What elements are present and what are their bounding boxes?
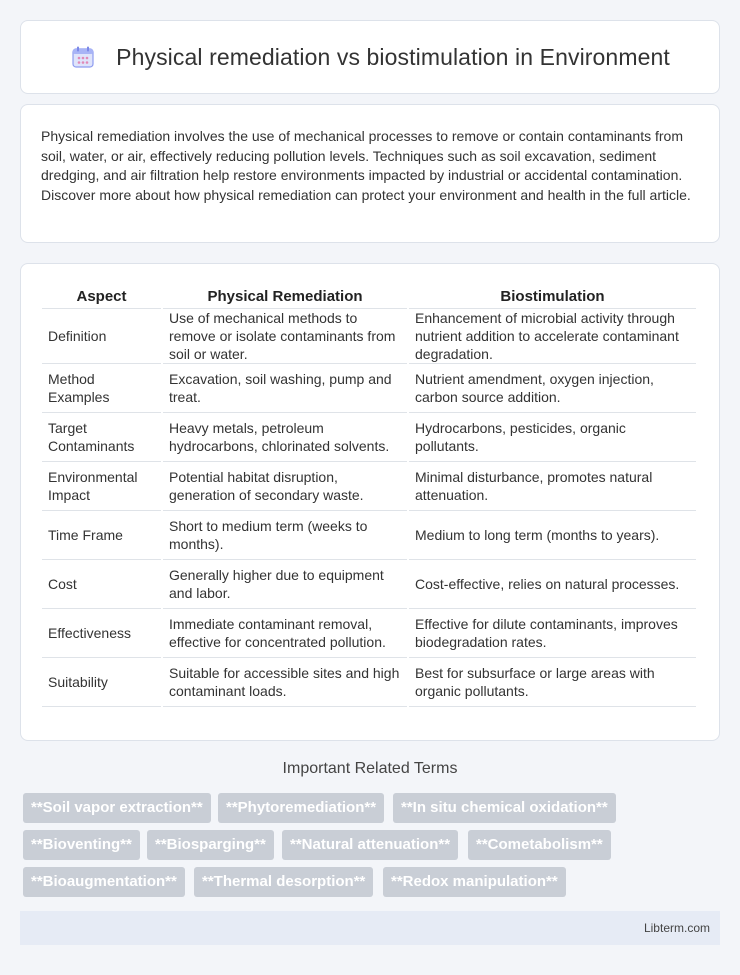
cell-biostimulation: Enhancement of microbial activity through nutrient addition to accelerate contaminant degradation. — [409, 309, 696, 364]
table-row — [42, 609, 696, 658]
header-physical-remediation: Physical Remediation — [163, 284, 407, 309]
footer — [20, 911, 720, 945]
tag-phytoremediation[interactable]: **Phytoremediation** — [218, 793, 384, 823]
tag-cometabolism[interactable]: **Cometabolism** — [468, 830, 611, 860]
intro-card — [20, 104, 720, 243]
table-row — [42, 413, 696, 462]
table-row — [42, 309, 696, 364]
comparison-table — [40, 284, 698, 707]
calendar-icon — [70, 44, 96, 70]
cell-biostimulation: Minimal disturbance, promotes natural attenuation. — [409, 462, 696, 511]
cell-aspect: Method Examples — [42, 364, 161, 413]
cell-physical-remediation: Short to medium term (weeks to months). — [163, 511, 407, 560]
related-terms-title: Important Related Terms — [282, 760, 458, 777]
cell-physical-remediation: Generally higher due to equipment and labor. — [163, 560, 407, 609]
cell-biostimulation: Best for subsurface or large areas with organic pollutants. — [409, 658, 696, 707]
header-aspect: Aspect — [42, 284, 161, 309]
cell-aspect: Suitability — [42, 658, 161, 707]
cell-aspect: Environmental Impact — [42, 462, 161, 511]
intro-paragraph: Physical remediation involves the use of mechanical processes to remove or contain contaminants from soil, water, or air, effectively reducing pollution levels. Techniques such as soil excavation, sediment dredging, and air filtration help restore environments impacted by industrial or accidental contamination. Discover more about how physical remediation can protect your environment and health in the full article. — [41, 128, 691, 203]
cell-biostimulation: Hydrocarbons, pesticides, organic pollutants. — [409, 413, 696, 462]
tag-redox-manipulation[interactable]: **Redox manipulation** — [383, 867, 566, 897]
footer-site-link[interactable]: Libterm.com — [643, 921, 710, 935]
table-row — [42, 560, 696, 609]
cell-aspect: Definition — [42, 309, 161, 364]
tag-thermal-desorption[interactable]: **Thermal desorption** — [194, 867, 373, 897]
cell-aspect: Effectiveness — [42, 609, 161, 658]
tag-natural-attenuation[interactable]: **Natural attenuation** — [282, 830, 458, 860]
cell-biostimulation: Nutrient amendment, oxygen injection, carbon source addition. — [409, 364, 696, 413]
cell-physical-remediation: Potential habitat disruption, generation of secondary waste. — [163, 462, 407, 511]
comparison-card — [20, 263, 720, 741]
cell-aspect: Cost — [42, 560, 161, 609]
page-title: Physical remediation vs biostimulation in Environment — [116, 43, 670, 70]
table-header-row — [42, 284, 696, 309]
tag-soil-vapor-extraction[interactable]: **Soil vapor extraction** — [23, 793, 211, 823]
table-row — [42, 462, 696, 511]
cell-physical-remediation: Immediate contaminant removal, effective for concentrated pollution. — [163, 609, 407, 658]
cell-physical-remediation: Excavation, soil washing, pump and treat. — [163, 364, 407, 413]
table-row — [42, 511, 696, 560]
header-biostimulation: Biostimulation — [409, 284, 696, 309]
cell-biostimulation: Cost-effective, relies on natural processes. — [409, 560, 696, 609]
tag-bioaugmentation[interactable]: **Bioaugmentation** — [23, 867, 185, 897]
tag-in-situ-chemical-oxidation[interactable]: **In situ chemical oxidation** — [393, 793, 616, 823]
cell-aspect: Time Frame — [42, 511, 161, 560]
tag-bioventing[interactable]: **Bioventing** — [23, 830, 140, 860]
table-row — [42, 658, 696, 707]
cell-physical-remediation: Suitable for accessible sites and high contaminant loads. — [163, 658, 407, 707]
cell-biostimulation: Medium to long term (months to years). — [409, 511, 696, 560]
cell-aspect: Target Contaminants — [42, 413, 161, 462]
table-row — [42, 364, 696, 413]
tag-biosparging[interactable]: **Biosparging** — [147, 830, 274, 860]
cell-biostimulation: Effective for dilute contaminants, improves biodegradation rates. — [409, 609, 696, 658]
cell-physical-remediation: Use of mechanical methods to remove or isolate contaminants from soil or water. — [163, 309, 407, 364]
cell-physical-remediation: Heavy metals, petroleum hydrocarbons, chlorinated solvents. — [163, 413, 407, 462]
title-card — [20, 20, 720, 94]
